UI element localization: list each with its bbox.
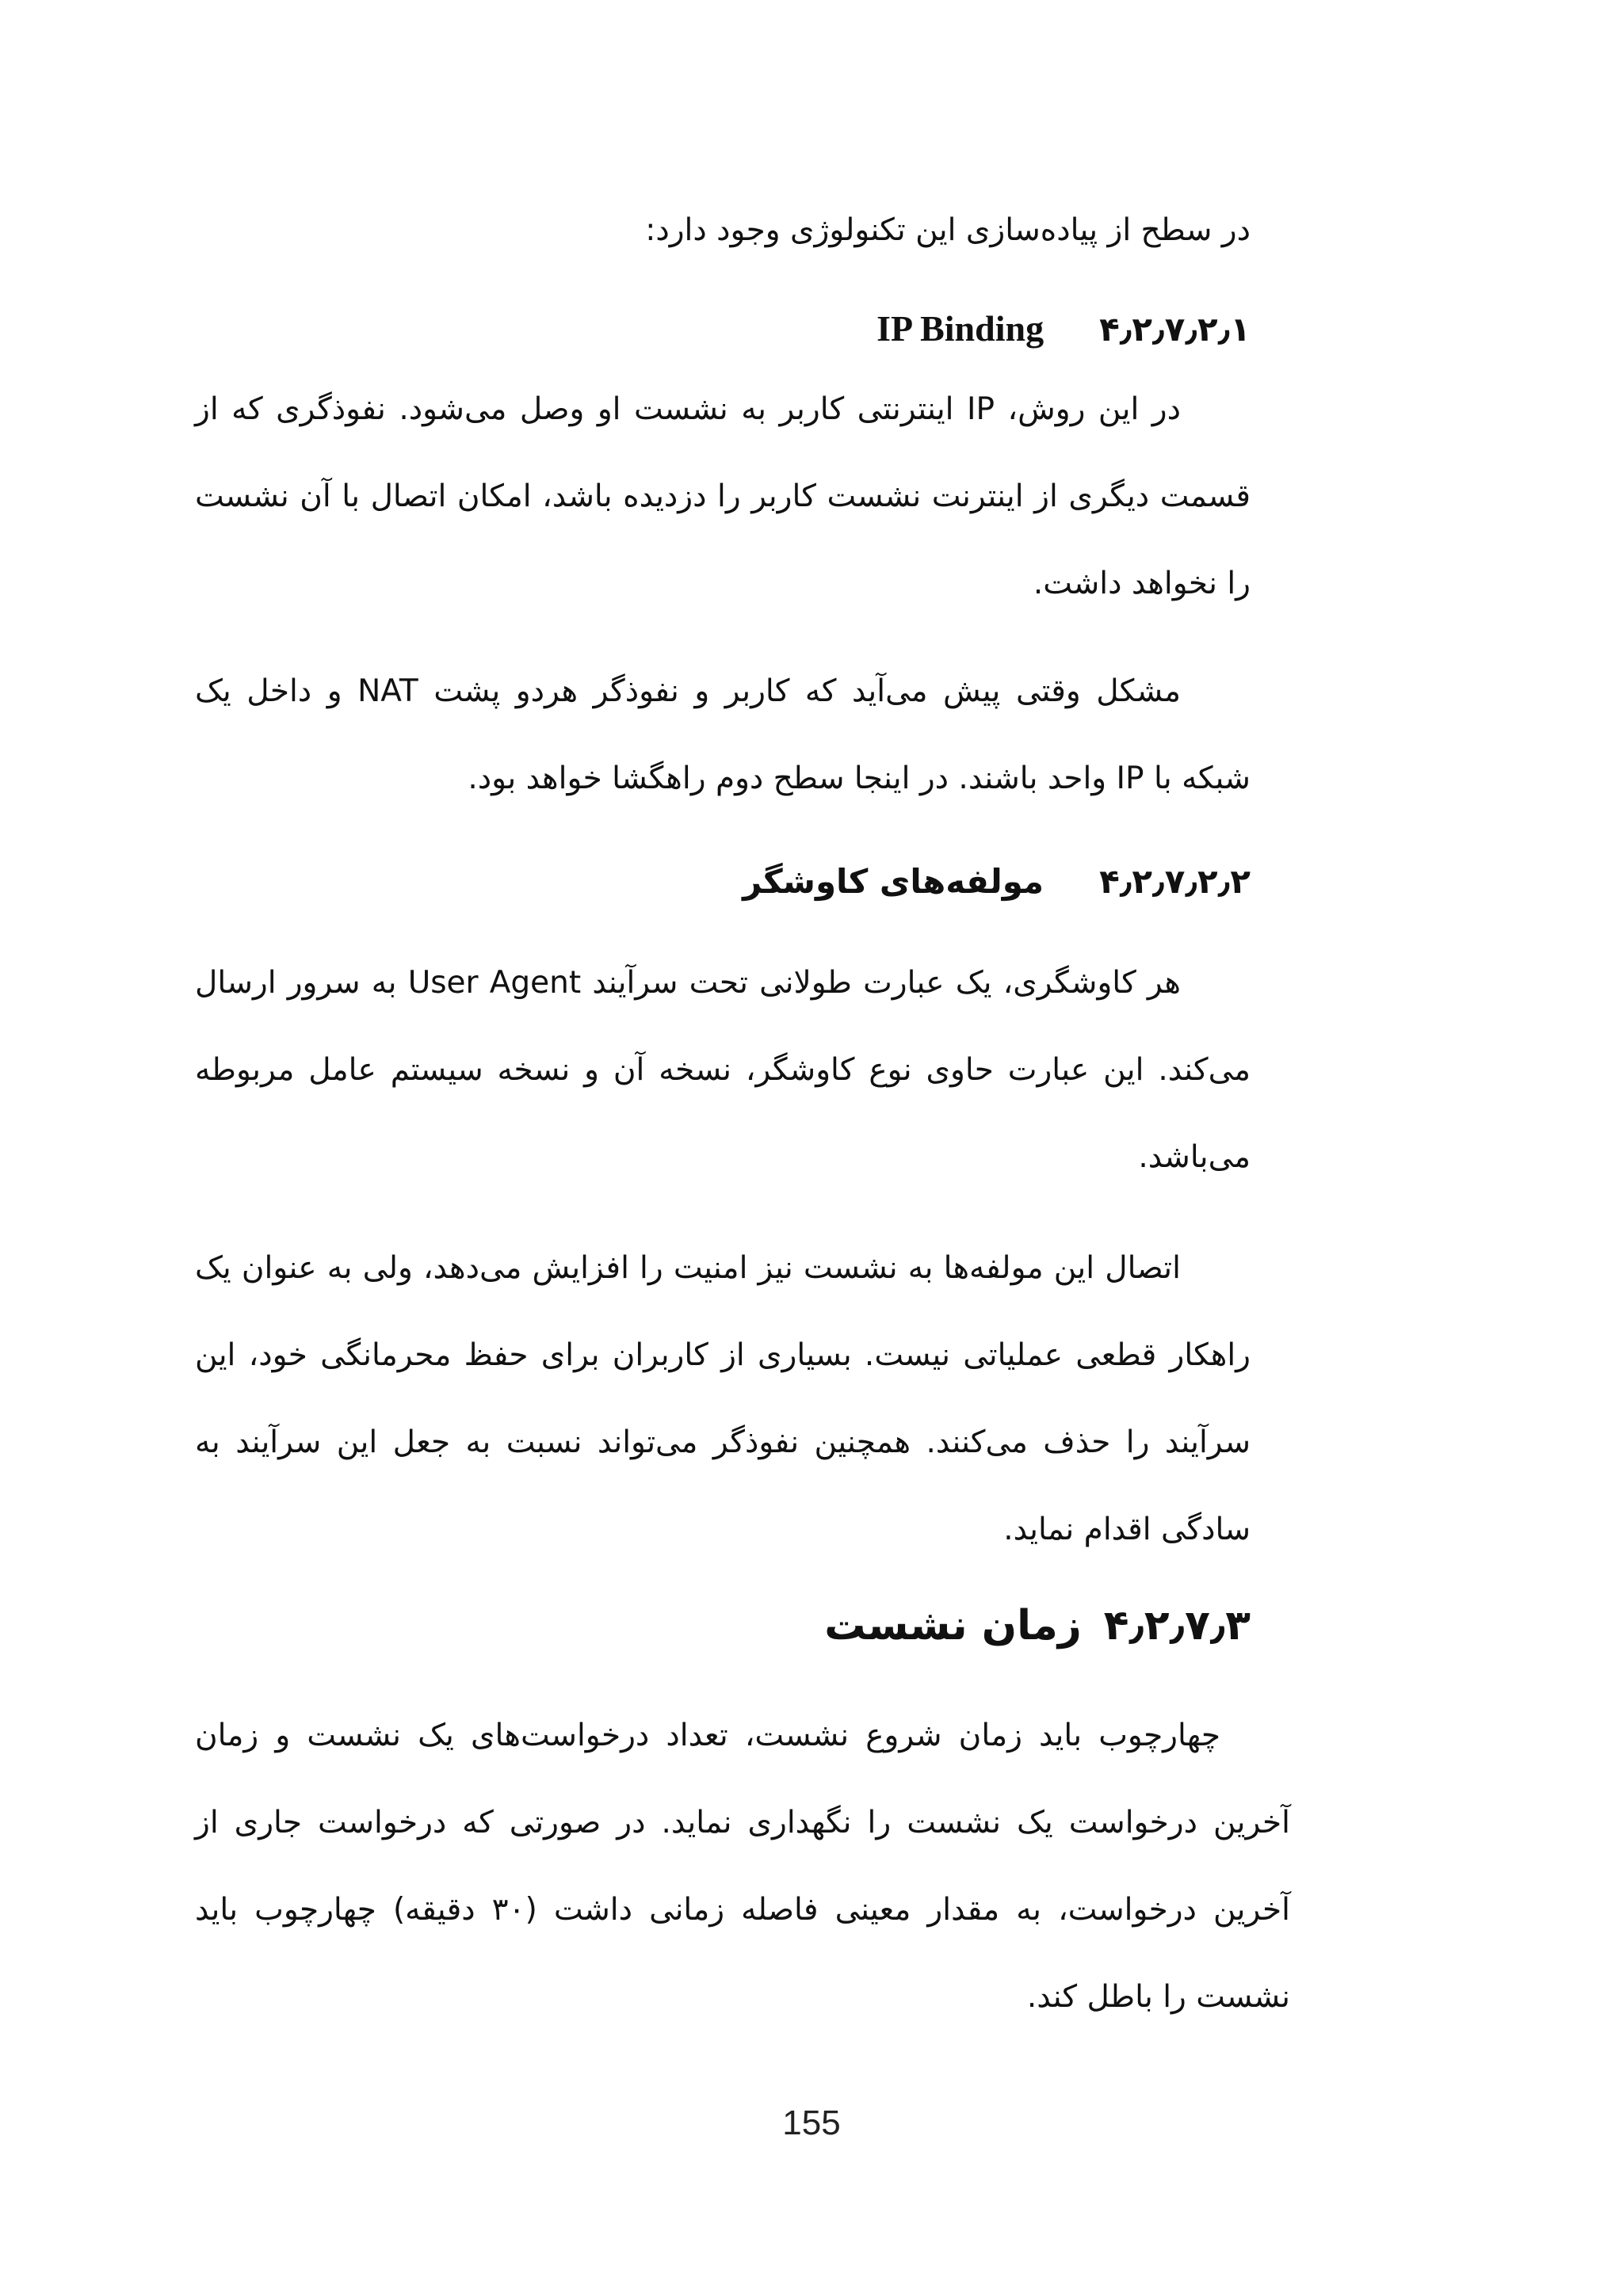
intro-line: در سطح از پیاده‌سازی این تکنولوژی وجود دارد:: [645, 212, 1251, 248]
heading-title: مولفه‌های کاوشگر: [743, 862, 1044, 901]
heading-number: ۴٫۲٫۷٫۳: [1103, 1602, 1251, 1650]
heading-4-2-7-3: [195, 1602, 1251, 1650]
heading-number: ۴٫۲٫۷٫۲٫۱: [1099, 310, 1251, 349]
heading-4-2-7-2-1: [195, 307, 1251, 349]
paragraph-ip-binding-2: مشکل وقتی پیش می‌آید که کاربر و نفوذگر هردو پشت NAT و داخل یک شبکه با IP واحد باشند. در اینجا سطح دوم راهگشا خواهد بود.: [195, 673, 1251, 796]
heading-4-2-7-2-2: [195, 862, 1251, 901]
heading-number: ۴٫۲٫۷٫۲٫۲: [1099, 862, 1251, 901]
paragraph-ip-binding-1: در این روش، IP اینترنتی کاربر به نشست او وصل می‌شود. نفوذگری که از قسمت دیگری از اینترنت نشست کاربر را دزدیده باشد، امکان اتصال با آن نشست را نخواهد داشت.: [195, 391, 1251, 601]
heading-title: IP Binding: [876, 308, 1044, 349]
heading-title: زمان نشست: [824, 1602, 1082, 1650]
paragraph-browser-components-2: اتصال این مولفه‌ها به نشست نیز امنیت را افزایش می‌دهد، ولی به عنوان یک راهکار قطعی عملیاتی نیست. بسیاری از کاربران برای حفظ محرمانگی خود، این سرآیند را حذف می‌کنند. همچنین نفوذگر می‌تواند نسبت به جعل این سرآیند به سادگی اقدام نماید.: [195, 1250, 1251, 1547]
page-number: 155: [782, 2103, 841, 2142]
paragraph-browser-components-1: هر کاوشگری، یک عبارت طولانی تحت سرآیند User Agent به سرور ارسال می‌کند. این عبارت حاوی نوع کاوشگر، نسخه آن و نسخه سیستم عامل مربوطه می‌باشد.: [195, 965, 1251, 1175]
paragraph-session-time-1: چهارچوب باید زمان شروع نشست، تعداد درخواست‌های یک نشست و زمان آخرین درخواست یک نشست را نگهداری نماید. در صورتی که درخواست جاری از آخرین درخواست، به مقدار معینی فاصله زمانی داشت (۳۰ دقیقه) چهارچوب باید نشست را باطل کند.: [195, 1718, 1290, 2015]
